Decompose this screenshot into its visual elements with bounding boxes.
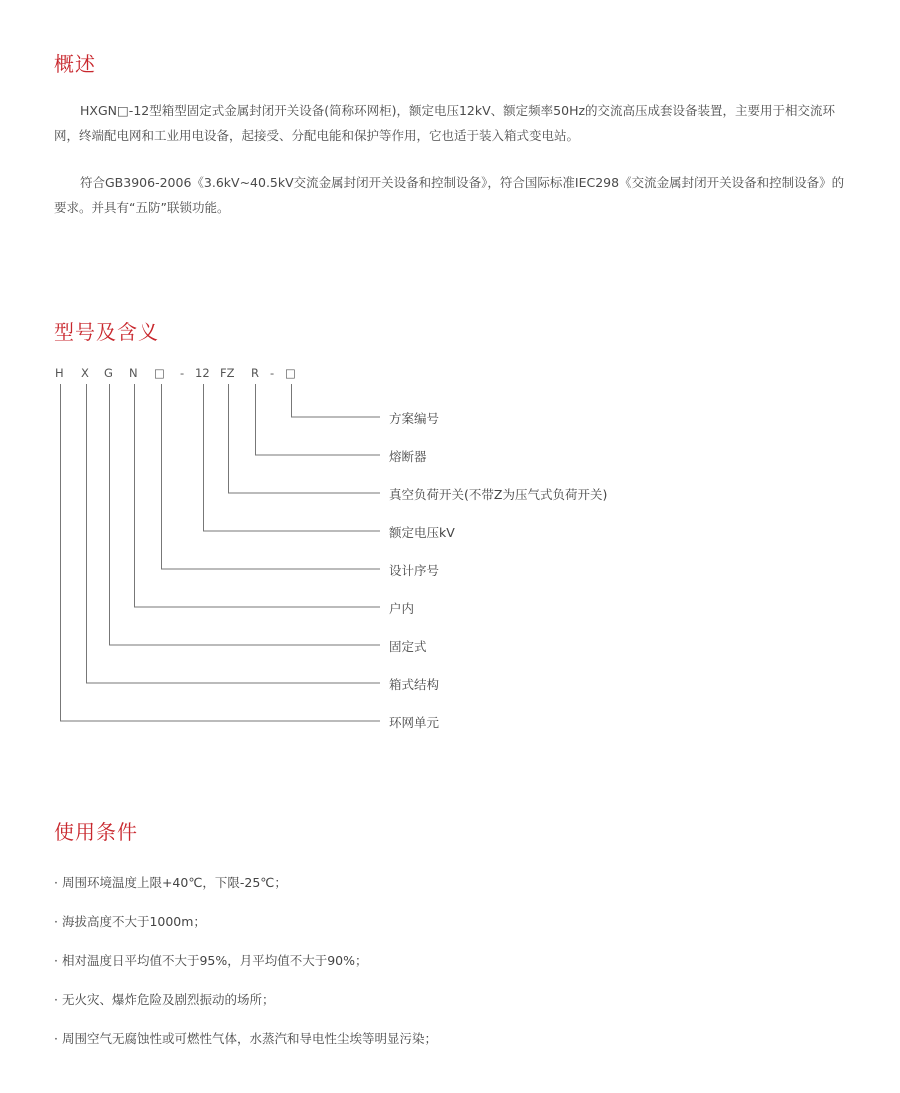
code-char-h: H [55, 366, 64, 380]
code-char-fz: FZ [220, 366, 235, 380]
overview-title: 概述 [54, 52, 96, 76]
condition-item: · 海拔高度不大于1000m； [54, 914, 206, 929]
meaning-load-switch: 真空负荷开关(不带Z为压气式负荷开关) [389, 487, 608, 502]
code-char-x: X [81, 366, 89, 380]
model-title: 型号及含义 [54, 320, 159, 344]
meaning-design-number: 设计序号 [389, 563, 440, 578]
code-char-dash-1: - [180, 366, 185, 380]
overview-paragraph-1: HXGN□-12型箱型固定式金属封闭开关设备(简称环网柜)，额定电压12kV、额定频率50Hz的交流高压成套设备装置，主要用于相交流环网，终端配电网和工业用电设备，起接受、分配电能和保护等作用，它也适于装入箱式变电站。 [54, 103, 836, 143]
condition-item: · 周围环境温度上限+40℃，下限-25℃； [54, 875, 287, 890]
meaning-ring-main-unit: 环网单元 [389, 715, 440, 730]
code-char-box-2: □ [285, 366, 296, 380]
meaning-fuse: 熔断器 [389, 449, 427, 464]
code-char-dash-2: - [270, 366, 275, 380]
meaning-fixed-type: 固定式 [389, 639, 427, 654]
conditions-title: 使用条件 [54, 820, 138, 844]
meaning-scheme-number: 方案编号 [389, 411, 440, 426]
meaning-box-structure: 箱式结构 [389, 677, 440, 692]
meaning-rated-voltage: 额定电压kV [389, 525, 455, 540]
code-char-box-1: □ [154, 366, 165, 380]
meaning-indoor: 户内 [389, 601, 415, 616]
code-char-n: N [129, 366, 138, 380]
condition-item: · 周围空气无腐蚀性或可燃性气体，水蒸汽和导电性尘埃等明显污染； [54, 1031, 437, 1046]
code-char-g: G [104, 366, 113, 380]
code-char-r: R [251, 366, 259, 380]
condition-item: · 相对温度日平均值不大于95%，月平均值不大于90%； [54, 953, 368, 968]
overview-paragraph-2: 符合GB3906-2006《3.6kV~40.5kV交流金属封闭开关设备和控制设备》，符合国际标准IEC298《交流金属封闭开关设备和控制设备》的要求。并具有“五防”联锁功能。 [54, 175, 845, 215]
code-char-12: 12 [195, 366, 210, 380]
condition-item: · 无火灾、爆炸危险及剧烈振动的场所； [54, 992, 275, 1007]
